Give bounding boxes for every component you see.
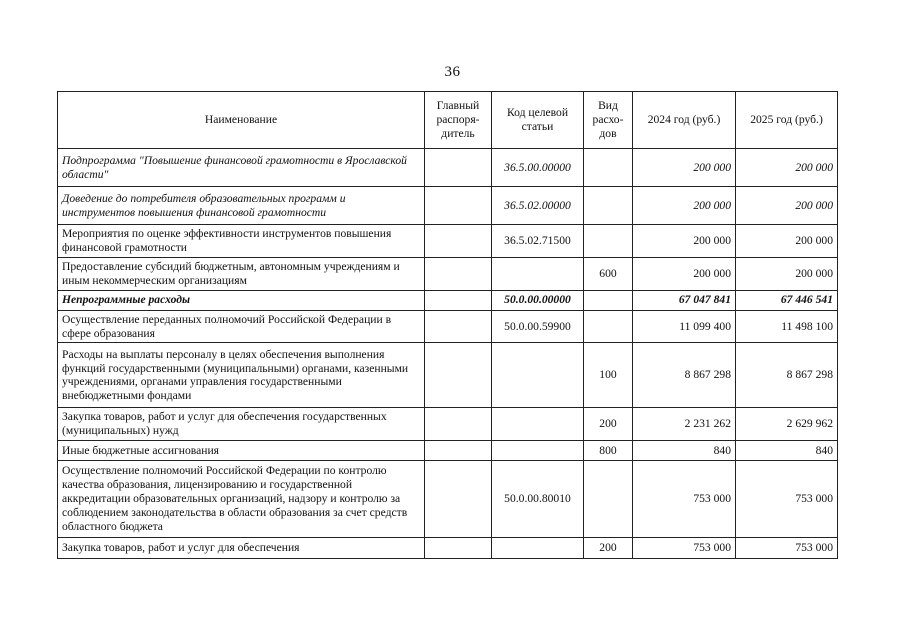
cell-code [492, 538, 584, 559]
cell-2025: 200 000 [736, 257, 838, 290]
cell-2025: 753 000 [736, 538, 838, 559]
table-row [58, 149, 838, 187]
cell-type [584, 187, 633, 225]
cell-2024: 200 000 [633, 257, 736, 290]
cell-type: 200 [584, 538, 633, 559]
header-year-2025: 2025 год (руб.) [736, 92, 838, 149]
cell-name: Иные бюджетные ассигнования [58, 441, 425, 461]
cell-2025: 200 000 [736, 149, 838, 187]
cell-2024: 753 000 [633, 538, 736, 559]
cell-name: Доведение до потребителя образовательных программ и инструментов повышения финансовой грамотности [58, 187, 425, 225]
header-main-manager: Главный распоря-дитель [425, 92, 492, 149]
cell-main-manager [425, 343, 492, 408]
table-row [58, 408, 838, 441]
cell-code: 50.0.00.00000 [492, 290, 584, 310]
cell-name: Подпрограмма "Повышение финансовой грамотности в Ярославской области" [58, 149, 425, 187]
cell-type: 200 [584, 408, 633, 441]
cell-main-manager [425, 310, 492, 343]
table-row [58, 343, 838, 408]
cell-type [584, 310, 633, 343]
cell-type: 100 [584, 343, 633, 408]
cell-2024: 67 047 841 [633, 290, 736, 310]
cell-main-manager [425, 225, 492, 258]
cell-name: Осуществление полномочий Российской Федерации по контролю качества образования, лицензированию и государственной аккредитации образовательных организаций, надзору и контролю за соблюдением законодательства в области образования за счет средств областного бюджета [58, 461, 425, 538]
cell-code [492, 408, 584, 441]
cell-main-manager [425, 408, 492, 441]
cell-main-manager [425, 149, 492, 187]
table-row [58, 538, 838, 559]
cell-code [492, 343, 584, 408]
cell-2024: 840 [633, 441, 736, 461]
cell-type [584, 225, 633, 258]
cell-main-manager [425, 257, 492, 290]
cell-2025: 11 498 100 [736, 310, 838, 343]
table-header-row [58, 92, 838, 149]
cell-2024: 2 231 262 [633, 408, 736, 441]
cell-2025: 753 000 [736, 461, 838, 538]
cell-2025: 67 446 541 [736, 290, 838, 310]
cell-2025: 840 [736, 441, 838, 461]
cell-code: 36.5.02.71500 [492, 225, 584, 258]
cell-code [492, 257, 584, 290]
cell-type: 800 [584, 441, 633, 461]
header-name: Наименование [58, 92, 425, 149]
table-row [58, 290, 838, 310]
cell-name: Непрограммные расходы [58, 290, 425, 310]
budget-table [57, 91, 838, 559]
table-row [58, 310, 838, 343]
table-row [58, 461, 838, 538]
cell-code [492, 441, 584, 461]
cell-name: Расходы на выплаты персоналу в целях обеспечения выполнения функций государственными (муниципальными) органами, казенными учреждениями, органами управления государственными внебюджетными фондами [58, 343, 425, 408]
cell-name: Закупка товаров, работ и услуг для обеспечения [58, 538, 425, 559]
cell-2024: 200 000 [633, 187, 736, 225]
cell-name: Мероприятия по оценке эффективности инструментов повышения финансовой грамотности [58, 225, 425, 258]
cell-2024: 11 099 400 [633, 310, 736, 343]
cell-name: Осуществление переданных полномочий Российской Федерации в сфере образования [58, 310, 425, 343]
cell-2025: 200 000 [736, 225, 838, 258]
cell-type [584, 290, 633, 310]
table-row [58, 441, 838, 461]
header-year-2024: 2024 год (руб.) [633, 92, 736, 149]
cell-2025: 2 629 962 [736, 408, 838, 441]
table-row [58, 257, 838, 290]
cell-2024: 8 867 298 [633, 343, 736, 408]
cell-code: 50.0.00.80010 [492, 461, 584, 538]
cell-name: Предоставление субсидий бюджетным, автономным учреждениям и иным некоммерческим организациям [58, 257, 425, 290]
cell-2024: 200 000 [633, 149, 736, 187]
cell-code: 36.5.00.00000 [492, 149, 584, 187]
table-row [58, 187, 838, 225]
cell-type [584, 149, 633, 187]
cell-type [584, 461, 633, 538]
table-row [58, 225, 838, 258]
cell-code: 36.5.02.00000 [492, 187, 584, 225]
cell-type: 600 [584, 257, 633, 290]
cell-name: Закупка товаров, работ и услуг для обеспечения государственных (муниципальных) нужд [58, 408, 425, 441]
header-expense-type: Вид расхо-дов [584, 92, 633, 149]
cell-2025: 200 000 [736, 187, 838, 225]
cell-2025: 8 867 298 [736, 343, 838, 408]
page-number: 36 [444, 64, 461, 80]
cell-main-manager [425, 441, 492, 461]
cell-main-manager [425, 187, 492, 225]
cell-main-manager [425, 461, 492, 538]
header-target-code: Код целевой статьи [492, 92, 584, 149]
cell-code: 50.0.00.59900 [492, 310, 584, 343]
cell-main-manager [425, 290, 492, 310]
cell-2024: 200 000 [633, 225, 736, 258]
cell-2024: 753 000 [633, 461, 736, 538]
cell-main-manager [425, 538, 492, 559]
